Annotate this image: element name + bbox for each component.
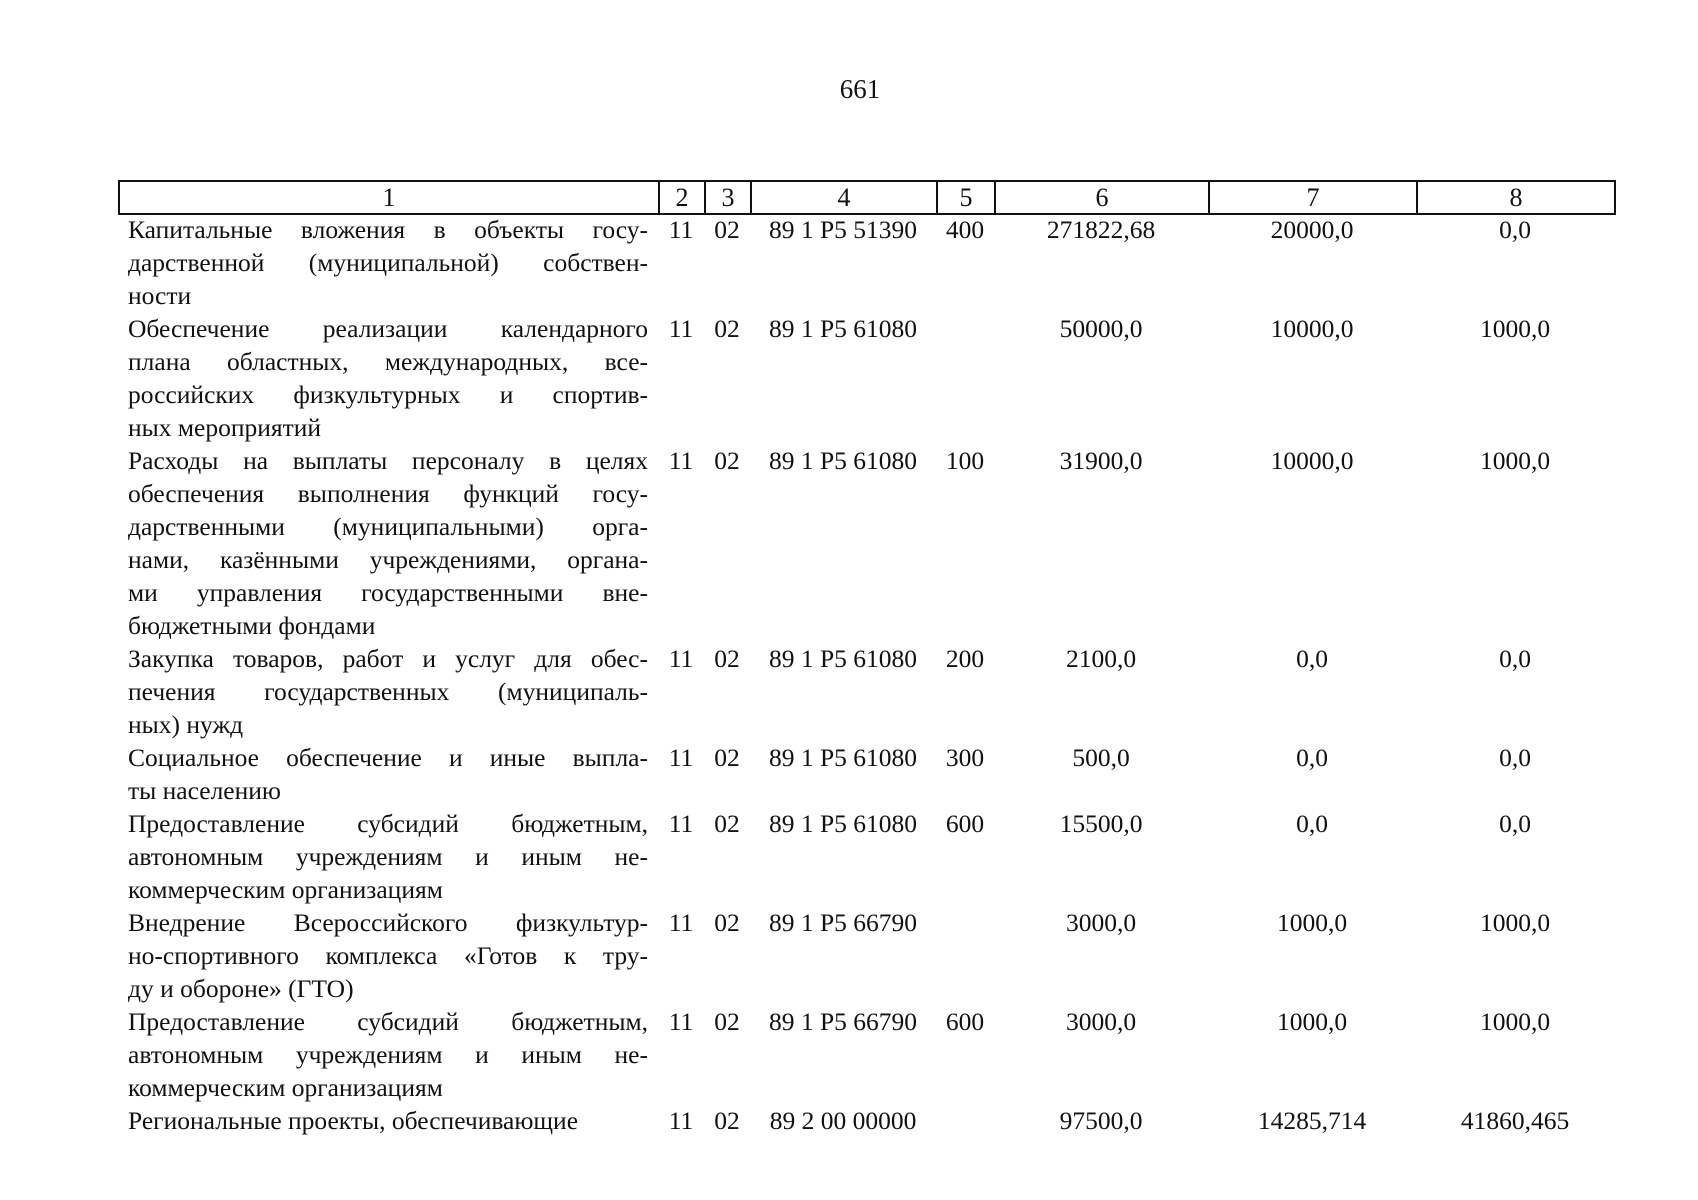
column-header-6: 6	[995, 181, 1209, 214]
target-article-code: 89 1 Р5 66790	[768, 1007, 918, 1036]
amount-col-8: 0,0	[1499, 215, 1531, 244]
amount-col-6: 50000,0	[1059, 314, 1143, 343]
column-header-4: 4	[751, 181, 937, 214]
column-header-3: 3	[705, 181, 751, 214]
podrazdel-code: 02	[714, 809, 740, 838]
row-name	[118, 741, 648, 807]
row-name-line: автономным учреждениям и иным не-	[128, 842, 648, 871]
table-row	[118, 642, 1618, 741]
expense-type-code: 600	[945, 809, 985, 838]
amount-col-8: 0,0	[1499, 809, 1531, 838]
row-name-line: Расходы на выплаты персоналу в целях	[128, 446, 648, 475]
row-name-line: автономным учреждениям и иным не-	[128, 1040, 648, 1069]
target-article-code: 89 1 Р5 61080	[768, 644, 918, 673]
row-name-line: Региональные проекты, обеспечивающие	[128, 1106, 579, 1135]
amount-col-7: 20000,0	[1270, 215, 1354, 244]
row-name-line: Закупка товаров, работ и услуг для обес-	[128, 644, 648, 673]
razdel-code: 11	[668, 1007, 694, 1036]
amount-col-8: 0,0	[1499, 743, 1531, 772]
row-name-line: Предоставление субсидий бюджетным,	[128, 1007, 648, 1036]
podrazdel-code: 02	[714, 908, 740, 937]
amount-col-7: 0,0	[1296, 644, 1328, 673]
amount-col-7: 1000,0	[1276, 908, 1348, 937]
row-name	[118, 312, 648, 444]
row-name-line: но-спортивного комплекса «Готов к тру-	[128, 941, 648, 970]
amount-col-6: 2100,0	[1065, 644, 1137, 673]
amount-col-6: 271822,68	[1046, 215, 1156, 244]
amount-col-8: 0,0	[1499, 644, 1531, 673]
row-name	[118, 1005, 648, 1104]
table-row	[118, 1104, 1618, 1137]
row-name-line: дарственной (муниципальной) собствен-	[128, 248, 648, 277]
column-header-row	[119, 181, 1615, 214]
table-row	[118, 312, 1618, 444]
target-article-code: 89 1 Р5 61080	[768, 314, 918, 343]
amount-col-8: 1000,0	[1479, 446, 1551, 475]
row-name-line: коммерческим организациям	[128, 1073, 443, 1102]
expense-type-code: 100	[945, 446, 985, 475]
razdel-code: 11	[668, 314, 694, 343]
amount-col-7: 10000,0	[1270, 314, 1354, 343]
budget-table-body	[118, 213, 1618, 1137]
row-name	[118, 642, 648, 741]
row-name-line: печения государственных (муниципаль-	[128, 677, 648, 706]
row-name-line: Социальное обеспечение и иные выпла-	[128, 743, 648, 772]
amount-col-6: 31900,0	[1059, 446, 1143, 475]
podrazdel-code: 02	[714, 446, 740, 475]
row-name	[118, 444, 648, 642]
table-row	[118, 906, 1618, 1005]
row-name-line: обеспечения выполнения функций госу-	[128, 479, 648, 508]
razdel-code: 11	[668, 215, 694, 244]
amount-col-6: 3000,0	[1065, 1007, 1137, 1036]
row-name	[118, 807, 648, 906]
table-row	[118, 741, 1618, 807]
row-name-line: плана областных, международных, все-	[128, 347, 648, 376]
column-header-8: 8	[1417, 181, 1615, 214]
razdel-code: 11	[668, 908, 694, 937]
podrazdel-code: 02	[714, 215, 740, 244]
row-name-line: ности	[128, 281, 192, 310]
row-name-line: ных мероприятий	[128, 413, 322, 442]
expense-type-code: 400	[945, 215, 985, 244]
amount-col-6: 3000,0	[1065, 908, 1137, 937]
target-article-code: 89 1 Р5 61080	[768, 743, 918, 772]
expense-type-code: 600	[945, 1007, 985, 1036]
page-number: 661	[839, 74, 881, 104]
row-name-line: Обеспечение реализации календарного	[128, 314, 648, 343]
table-row	[118, 807, 1618, 906]
column-header-1: 1	[119, 181, 659, 214]
amount-col-7: 14285,714	[1257, 1106, 1367, 1135]
amount-col-7: 10000,0	[1270, 446, 1354, 475]
row-name-line: ми управления государственными вне-	[128, 578, 648, 607]
razdel-code: 11	[668, 809, 694, 838]
row-name-line: нами, казёнными учреждениями, органа-	[128, 545, 648, 574]
amount-col-8: 41860,465	[1460, 1106, 1570, 1135]
amount-col-6: 97500,0	[1059, 1106, 1143, 1135]
amount-col-7: 0,0	[1296, 743, 1328, 772]
row-name-line: дарственными (муниципальными) орга-	[128, 512, 648, 541]
column-header-2: 2	[659, 181, 705, 214]
razdel-code: 11	[668, 1106, 694, 1135]
podrazdel-code: 02	[714, 1007, 740, 1036]
row-name	[118, 213, 648, 312]
amount-col-8: 1000,0	[1479, 1007, 1551, 1036]
row-name	[118, 1104, 648, 1137]
table-row	[118, 444, 1618, 642]
target-article-code: 89 1 Р5 51390	[768, 215, 918, 244]
podrazdel-code: 02	[714, 1106, 740, 1135]
amount-col-7: 0,0	[1296, 809, 1328, 838]
target-article-code: 89 1 Р5 66790	[768, 908, 918, 937]
row-name-line: Предоставление субсидий бюджетным,	[128, 809, 648, 838]
row-name-line: ты населению	[128, 776, 281, 805]
expense-type-code: 300	[945, 743, 985, 772]
target-article-code: 89 1 Р5 61080	[768, 809, 918, 838]
amount-col-6: 500,0	[1072, 743, 1130, 772]
podrazdel-code: 02	[714, 314, 740, 343]
amount-col-6: 15500,0	[1059, 809, 1143, 838]
row-name-line: бюджетными фондами	[128, 611, 376, 640]
razdel-code: 11	[668, 644, 694, 673]
column-header-5: 5	[937, 181, 995, 214]
podrazdel-code: 02	[714, 644, 740, 673]
column-header-table	[118, 180, 1616, 215]
razdel-code: 11	[668, 743, 694, 772]
table-row	[118, 1005, 1618, 1104]
row-name-line: ду и обороне» (ГТО)	[128, 974, 354, 1003]
row-name-line: российских физкультурных и спортив-	[128, 380, 648, 409]
row-name-line: ных) нужд	[128, 710, 244, 739]
razdel-code: 11	[668, 446, 694, 475]
column-header-7: 7	[1209, 181, 1417, 214]
target-article-code: 89 1 Р5 61080	[768, 446, 918, 475]
amount-col-7: 1000,0	[1276, 1007, 1348, 1036]
expense-type-code: 200	[945, 644, 985, 673]
row-name-line: Капитальные вложения в объекты госу-	[128, 215, 648, 244]
amount-col-8: 1000,0	[1479, 314, 1551, 343]
table-row	[118, 213, 1618, 312]
target-article-code: 89 2 00 00000	[769, 1106, 917, 1135]
podrazdel-code: 02	[714, 743, 740, 772]
row-name-line: коммерческим организациям	[128, 875, 443, 904]
amount-col-8: 1000,0	[1479, 908, 1551, 937]
row-name-line: Внедрение Всероссийского физкультур-	[128, 908, 648, 937]
row-name	[118, 906, 648, 1005]
